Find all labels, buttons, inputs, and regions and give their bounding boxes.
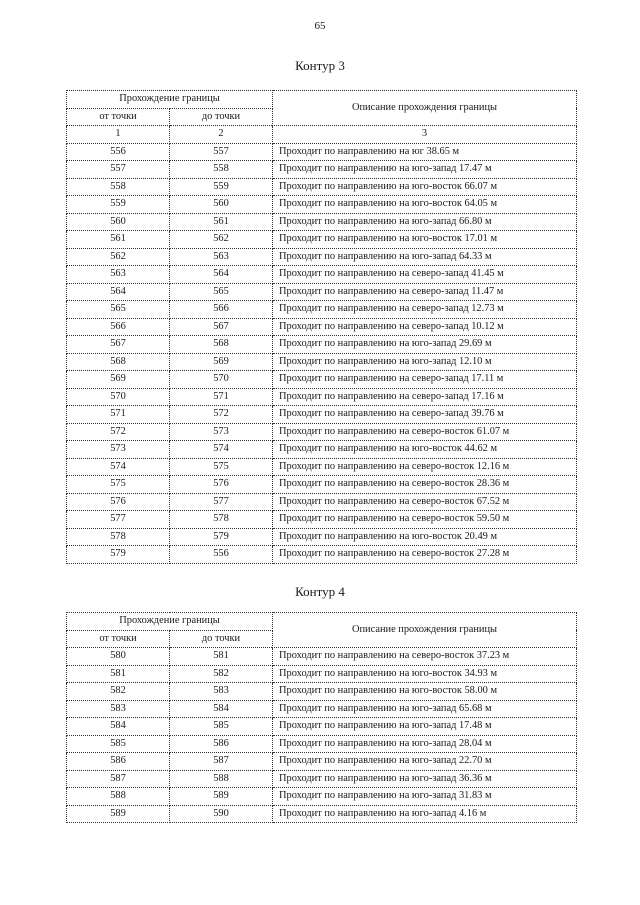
description-cell: Проходит по направлению на северо-запад 17.11 м [273, 371, 577, 389]
description-cell: Проходит по направлению на юго-восток 58.00 м [273, 683, 577, 701]
from-point-cell: 575 [67, 476, 170, 494]
table-row [67, 700, 577, 718]
from-point-cell: 569 [67, 371, 170, 389]
header-from-point: от точки [67, 108, 170, 126]
from-point-cell: 566 [67, 318, 170, 336]
contour-4-rows [67, 648, 577, 823]
to-point-cell: 574 [170, 441, 273, 459]
from-point-cell: 567 [67, 336, 170, 354]
table-row [67, 718, 577, 736]
to-point-cell: 576 [170, 476, 273, 494]
description-cell: Проходит по направлению на северо-запад 12.73 м [273, 301, 577, 319]
from-point-cell: 571 [67, 406, 170, 424]
description-cell: Проходит по направлению на северо-восток 12.16 м [273, 458, 577, 476]
from-point-cell: 579 [67, 546, 170, 564]
table-row [67, 318, 577, 336]
description-cell: Проходит по направлению на юго-восток 66.07 м [273, 178, 577, 196]
table-row [67, 196, 577, 214]
table-row [67, 143, 577, 161]
description-cell: Проходит по направлению на юго-восток 17.01 м [273, 231, 577, 249]
to-point-cell: 579 [170, 528, 273, 546]
description-cell: Проходит по направлению на юг 38.65 м [273, 143, 577, 161]
table-row [67, 441, 577, 459]
page-number: 65 [314, 20, 326, 32]
description-cell: Проходит по направлению на юго-запад 17.47 м [273, 161, 577, 179]
table-row [67, 648, 577, 666]
description-cell: Проходит по направлению на северо-восток 59.50 м [273, 511, 577, 529]
table-row [67, 788, 577, 806]
description-cell: Проходит по направлению на северо-восток 27.28 м [273, 546, 577, 564]
to-point-cell: 559 [170, 178, 273, 196]
from-point-cell: 559 [67, 196, 170, 214]
from-point-cell: 574 [67, 458, 170, 476]
description-cell: Проходит по направлению на юго-запад 12.10 м [273, 353, 577, 371]
to-point-cell: 581 [170, 648, 273, 666]
to-point-cell: 563 [170, 248, 273, 266]
table-row [67, 683, 577, 701]
to-point-cell: 572 [170, 406, 273, 424]
from-point-cell: 585 [67, 735, 170, 753]
table-row [67, 753, 577, 771]
from-point-cell: 563 [67, 266, 170, 284]
header-column-index: 2 [170, 126, 273, 144]
table-row [67, 511, 577, 529]
description-cell: Проходит по направлению на северо-запад 11.47 м [273, 283, 577, 301]
from-point-cell: 588 [67, 788, 170, 806]
description-cell: Проходит по направлению на северо-запад 39.76 м [273, 406, 577, 424]
to-point-cell: 589 [170, 788, 273, 806]
from-point-cell: 572 [67, 423, 170, 441]
description-cell: Проходит по направлению на северо-запад 41.45 м [273, 266, 577, 284]
to-point-cell: 565 [170, 283, 273, 301]
description-cell: Проходит по направлению на северо-запад 10.12 м [273, 318, 577, 336]
to-point-cell: 566 [170, 301, 273, 319]
from-point-cell: 582 [67, 683, 170, 701]
description-cell: Проходит по направлению на юго-запад 64.33 м [273, 248, 577, 266]
description-cell: Проходит по направлению на юго-запад 4.16 м [273, 805, 577, 823]
table-row [67, 213, 577, 231]
table-row [67, 735, 577, 753]
table-row [67, 231, 577, 249]
to-point-cell: 573 [170, 423, 273, 441]
from-point-cell: 577 [67, 511, 170, 529]
description-cell: Проходит по направлению на юго-запад 65.68 м [273, 700, 577, 718]
contour-3-table [66, 90, 577, 564]
from-point-cell: 568 [67, 353, 170, 371]
table-row [67, 476, 577, 494]
from-point-cell: 583 [67, 700, 170, 718]
description-cell: Проходит по направлению на юго-запад 36.36 м [273, 770, 577, 788]
to-point-cell: 588 [170, 770, 273, 788]
to-point-cell: 567 [170, 318, 273, 336]
from-point-cell: 564 [67, 283, 170, 301]
header-to-point: до точки [170, 630, 273, 648]
from-point-cell: 586 [67, 753, 170, 771]
description-cell: Проходит по направлению на северо-восток 37.23 м [273, 648, 577, 666]
from-point-cell: 584 [67, 718, 170, 736]
from-point-cell: 560 [67, 213, 170, 231]
from-point-cell: 587 [67, 770, 170, 788]
description-cell: Проходит по направлению на юго-восток 64.05 м [273, 196, 577, 214]
description-cell: Проходит по направлению на юго-восток 44.62 м [273, 441, 577, 459]
table-row [67, 493, 577, 511]
table-row [67, 336, 577, 354]
description-cell: Проходит по направлению на юго-запад 22.70 м [273, 753, 577, 771]
to-point-cell: 584 [170, 700, 273, 718]
from-point-cell: 556 [67, 143, 170, 161]
description-cell: Проходит по направлению на юго-запад 29.69 м [273, 336, 577, 354]
to-point-cell: 585 [170, 718, 273, 736]
to-point-cell: 564 [170, 266, 273, 284]
to-point-cell: 578 [170, 511, 273, 529]
to-point-cell: 558 [170, 161, 273, 179]
description-cell: Проходит по направлению на юго-запад 66.80 м [273, 213, 577, 231]
table-row [67, 161, 577, 179]
from-point-cell: 557 [67, 161, 170, 179]
to-point-cell: 587 [170, 753, 273, 771]
from-point-cell: 561 [67, 231, 170, 249]
table-row [67, 283, 577, 301]
from-point-cell: 558 [67, 178, 170, 196]
to-point-cell: 556 [170, 546, 273, 564]
to-point-cell: 575 [170, 458, 273, 476]
header-to-point: до точки [170, 108, 273, 126]
header-from-point: от точки [67, 630, 170, 648]
contour-3-title: Контур 3 [295, 58, 345, 73]
table-row [67, 423, 577, 441]
from-point-cell: 576 [67, 493, 170, 511]
from-point-cell: 580 [67, 648, 170, 666]
table-row [67, 546, 577, 564]
to-point-cell: 586 [170, 735, 273, 753]
description-cell: Проходит по направлению на юго-запад 28.04 м [273, 735, 577, 753]
to-point-cell: 557 [170, 143, 273, 161]
table-row [67, 248, 577, 266]
description-cell: Проходит по направлению на юго-восток 34.93 м [273, 665, 577, 683]
table-row [67, 458, 577, 476]
from-point-cell: 573 [67, 441, 170, 459]
to-point-cell: 569 [170, 353, 273, 371]
to-point-cell: 560 [170, 196, 273, 214]
table-row [67, 665, 577, 683]
description-cell: Проходит по направлению на юго-восток 20.49 м [273, 528, 577, 546]
header-description: Описание прохождения границы [273, 613, 577, 648]
from-point-cell: 578 [67, 528, 170, 546]
table-row [67, 805, 577, 823]
table-row [67, 178, 577, 196]
to-point-cell: 562 [170, 231, 273, 249]
contour-4-title: Контур 4 [295, 584, 345, 599]
table-row [67, 406, 577, 424]
table-row [67, 371, 577, 389]
description-cell: Проходит по направлению на северо-восток 28.36 м [273, 476, 577, 494]
contour-3-rows [67, 143, 577, 563]
header-column-index: 3 [273, 126, 577, 144]
header-column-index: 1 [67, 126, 170, 144]
contour-4-table [66, 612, 577, 823]
description-cell: Проходит по направлению на северо-запад 17.16 м [273, 388, 577, 406]
description-cell: Проходит по направлению на юго-запад 31.83 м [273, 788, 577, 806]
to-point-cell: 583 [170, 683, 273, 701]
to-point-cell: 590 [170, 805, 273, 823]
to-point-cell: 568 [170, 336, 273, 354]
table-row [67, 770, 577, 788]
to-point-cell: 571 [170, 388, 273, 406]
from-point-cell: 589 [67, 805, 170, 823]
from-point-cell: 570 [67, 388, 170, 406]
table-row [67, 353, 577, 371]
from-point-cell: 565 [67, 301, 170, 319]
description-cell: Проходит по направлению на юго-запад 17.48 м [273, 718, 577, 736]
description-cell: Проходит по направлению на северо-восток 61.07 м [273, 423, 577, 441]
to-point-cell: 582 [170, 665, 273, 683]
table-row [67, 528, 577, 546]
header-boundary-passage: Прохождение границы [67, 91, 273, 109]
to-point-cell: 577 [170, 493, 273, 511]
from-point-cell: 562 [67, 248, 170, 266]
from-point-cell: 581 [67, 665, 170, 683]
table-row [67, 266, 577, 284]
header-boundary-passage: Прохождение границы [67, 613, 273, 631]
to-point-cell: 570 [170, 371, 273, 389]
description-cell: Проходит по направлению на северо-восток 67.52 м [273, 493, 577, 511]
table-row [67, 301, 577, 319]
table-row [67, 388, 577, 406]
to-point-cell: 561 [170, 213, 273, 231]
header-description: Описание прохождения границы [273, 91, 577, 126]
